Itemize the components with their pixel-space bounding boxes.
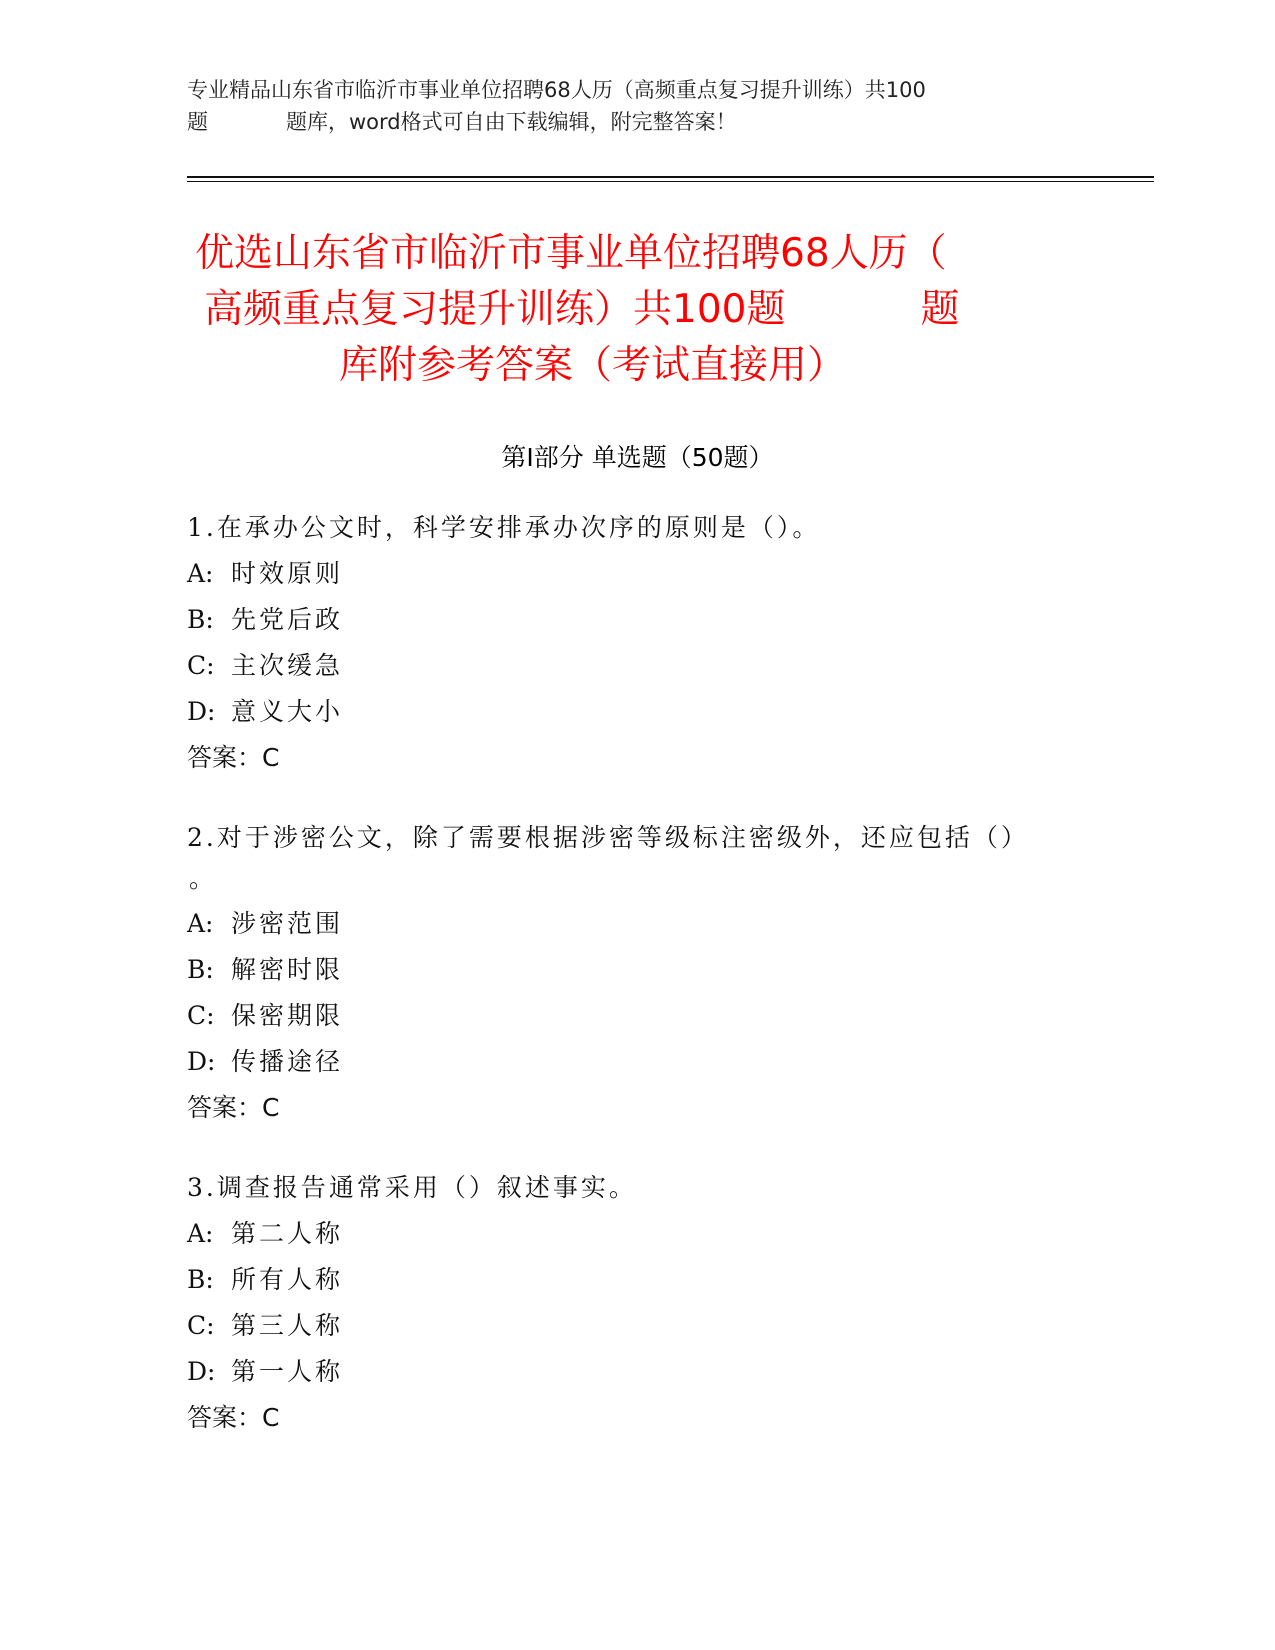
option-a (187, 551, 1087, 597)
option-b (187, 597, 1087, 643)
option-text: 时效原则 (231, 559, 344, 588)
question-2 (187, 815, 1087, 1131)
title-line-2-b: 题 (920, 287, 960, 332)
option-d (187, 689, 1087, 735)
title-line-3: 库附参考答案（考试直接用） (339, 343, 847, 388)
option-a (187, 901, 1087, 947)
header-rule-thick (187, 176, 1154, 178)
section-heading: 第Ⅰ部分 单选题（50题） (501, 443, 774, 472)
title-line-1: 优选山东省市临沂市事业单位招聘68人历（ (195, 231, 947, 276)
answer: 答案：C (187, 1093, 280, 1122)
option-b (187, 947, 1087, 993)
option-key: C: (187, 1001, 215, 1030)
answer: 答案：C (187, 1403, 280, 1432)
option-key: B: (187, 955, 214, 984)
option-text: 意义大小 (231, 697, 344, 726)
option-a (187, 1211, 1087, 1257)
option-text: 保密期限 (231, 1001, 344, 1030)
question-3 (187, 1165, 1087, 1441)
title-line-2 (187, 282, 1087, 338)
question-stem: 2.对于涉密公文，除了需要根据涉密等级标注密级外，还应包括（） (187, 823, 1029, 852)
option-text: 涉密范围 (231, 909, 344, 938)
option-key: A: (187, 1219, 214, 1248)
question-stem-continuation: 。 (189, 864, 215, 893)
option-key: C: (187, 651, 215, 680)
header-line-2-a: 题 (187, 110, 208, 134)
option-key: B: (187, 1265, 214, 1294)
title-line-2-a: 高频重点复习提升训练）共100题 (204, 287, 786, 332)
option-key: D: (187, 1357, 216, 1386)
option-text: 第二人称 (231, 1219, 344, 1248)
option-c (187, 643, 1087, 689)
document-header (187, 74, 1067, 138)
option-d (187, 1039, 1087, 1085)
option-key: D: (187, 697, 216, 726)
option-text: 第三人称 (231, 1311, 344, 1340)
option-d (187, 1349, 1087, 1395)
document-title (187, 226, 1087, 394)
option-text: 第一人称 (231, 1357, 344, 1386)
option-key: A: (187, 909, 214, 938)
option-c (187, 1303, 1087, 1349)
option-key: B: (187, 605, 214, 634)
header-line-2 (187, 106, 1067, 138)
option-text: 解密时限 (231, 955, 344, 984)
option-key: C: (187, 1311, 215, 1340)
question-stem: 3.调查报告通常采用（）叙述事实。 (187, 1173, 637, 1202)
option-b (187, 1257, 1087, 1303)
option-text: 所有人称 (231, 1265, 344, 1294)
option-text: 主次缓急 (231, 651, 344, 680)
header-line-1: 专业精品山东省市临沂市事业单位招聘68人历（高频重点复习提升训练）共100 (187, 78, 926, 102)
option-text: 传播途径 (231, 1047, 344, 1076)
question-1 (187, 505, 1087, 781)
option-key: A: (187, 559, 214, 588)
header-line-2-b: 题库，word格式可自由下载编辑，附完整答案！ (286, 110, 737, 134)
question-stem: 1.在承办公文时，科学安排承办次序的原则是（）。 (187, 513, 821, 542)
header-rule-thin (187, 181, 1154, 182)
option-text: 先党后政 (231, 605, 344, 634)
option-key: D: (187, 1047, 216, 1076)
option-c (187, 993, 1087, 1039)
answer: 答案：C (187, 743, 280, 772)
